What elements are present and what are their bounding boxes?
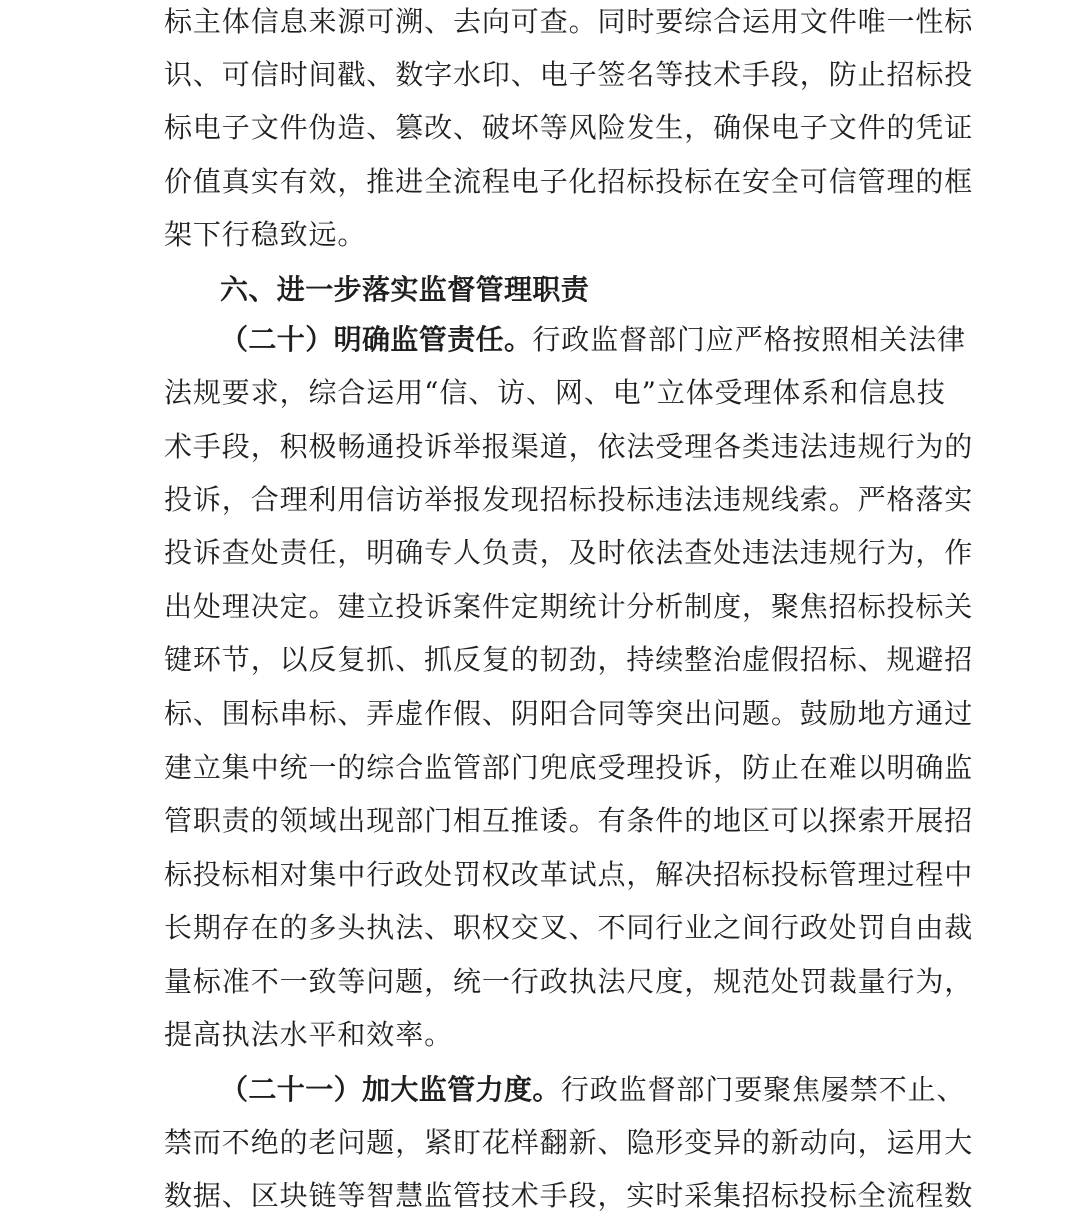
text-line: 量标准不一致等问题，统一行政执法尺度，规范处罚裁量行为， (164, 965, 974, 998)
text-line: 键环节，以反复抓、抓反复的韧劲，持续整治虚假招标、规避招 (164, 643, 974, 676)
text-line: 标、围标串标、弄虚作假、阴阳合同等突出问题。鼓励地方通过 (164, 697, 974, 730)
paragraph-first-line (220, 320, 966, 360)
text-line: 数据、区块链等智慧监管技术手段，实时采集招标投标全流程数 (164, 1179, 974, 1212)
paragraph-lead: （二十）明确监管责任。 (220, 323, 533, 356)
text-line: 架下行稳致远。 (164, 218, 367, 251)
paragraph-text: 行政监督部门要聚焦屡禁不止、 (560, 1073, 966, 1106)
paragraph-lead: （二十一）加大监管力度。 (220, 1073, 561, 1106)
text-line: 长期存在的多头执法、职权交叉、不同行业之间行政处罚自由裁 (164, 911, 974, 944)
text-line: 标电子文件伪造、篡改、破坏等风险发生，确保电子文件的凭证 (164, 111, 974, 144)
text-line: 提高执法水平和效率。 (164, 1018, 454, 1051)
text-line: 出处理决定。建立投诉案件定期统计分析制度，聚焦招标投标关 (164, 590, 974, 623)
text-line: 术手段，积极畅通投诉举报渠道，依法受理各类违法违规行为的 (164, 430, 974, 463)
text-line: 禁而不绝的老问题，紧盯花样翻新、隐形变异的新动向，运用大 (164, 1126, 974, 1159)
text-line: 标投标相对集中行政处罚权改革试点，解决招标投标管理过程中 (164, 858, 974, 891)
text-line: 标主体信息来源可溯、去向可查。同时要综合运用文件唯一性标 (164, 5, 974, 38)
text-line: 法规要求，综合运用“信、访、网、电”立体受理体系和信息技 (164, 376, 946, 409)
text-line: 建立集中统一的综合监管部门兜底受理投诉，防止在难以明确监 (164, 751, 974, 784)
text-line: 管职责的领域出现部门相互推诿。有条件的地区可以探索开展招 (164, 804, 974, 837)
paragraph-first-line (220, 1070, 966, 1110)
text-line: 价值真实有效，推进全流程电子化招标投标在安全可信管理的框 (164, 165, 974, 198)
text-line: 投诉，合理利用信访举报发现招标投标违法违规线索。严格落实 (164, 483, 974, 516)
text-line: 识、可信时间戳、数字水印、电子签名等技术手段，防止招标投 (164, 58, 974, 91)
section-heading: 六、进一步落实监督管理职责 (220, 273, 590, 306)
text-line: 投诉查处责任，明确专人负责，及时依法查处违法违规行为，作 (164, 536, 974, 569)
paragraph-text: 行政监督部门应严格按照相关法律 (532, 323, 966, 356)
